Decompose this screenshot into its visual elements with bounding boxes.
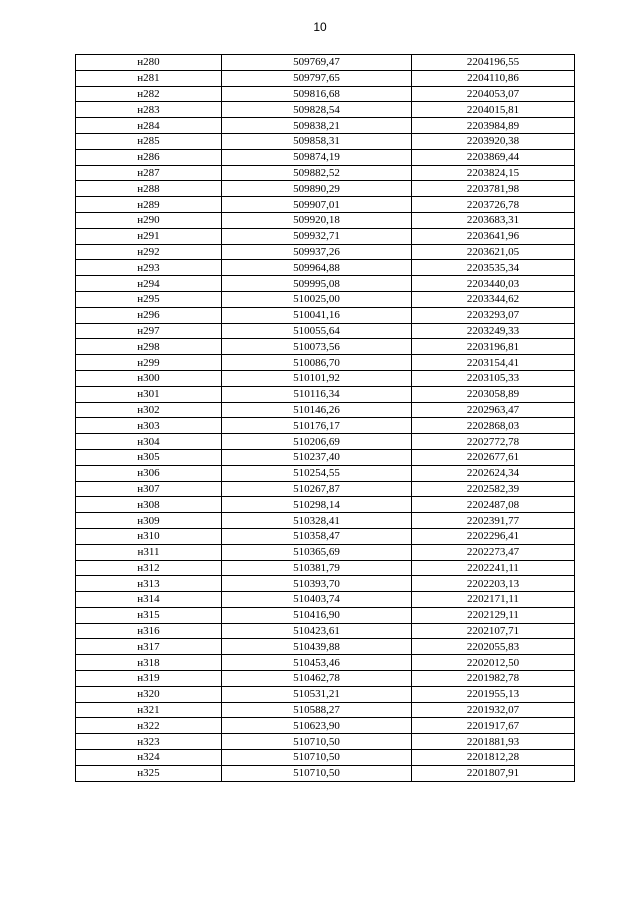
y-coordinate-cell: 2203535,34 (412, 260, 575, 276)
y-coordinate-cell: 2202296,41 (412, 528, 575, 544)
point-id-cell: н294 (76, 276, 222, 292)
point-id-cell: н288 (76, 181, 222, 197)
x-coordinate-cell: 509932,71 (222, 228, 412, 244)
point-id-cell: н289 (76, 197, 222, 213)
point-id-cell: н292 (76, 244, 222, 260)
x-coordinate-cell: 510710,50 (222, 734, 412, 750)
x-coordinate-cell: 510439,88 (222, 639, 412, 655)
table-row (76, 386, 575, 402)
point-id-cell: н305 (76, 449, 222, 465)
y-coordinate-cell: 2203440,03 (412, 276, 575, 292)
x-coordinate-cell: 510267,87 (222, 481, 412, 497)
x-coordinate-cell: 510237,40 (222, 449, 412, 465)
point-id-cell: н309 (76, 513, 222, 529)
point-id-cell: н323 (76, 734, 222, 750)
table-row (76, 465, 575, 481)
x-coordinate-cell: 509874,19 (222, 149, 412, 165)
y-coordinate-cell: 2203984,89 (412, 118, 575, 134)
x-coordinate-cell: 509858,31 (222, 133, 412, 149)
x-coordinate-cell: 510298,14 (222, 497, 412, 513)
point-id-cell: н320 (76, 686, 222, 702)
point-id-cell: н319 (76, 671, 222, 687)
y-coordinate-cell: 2202963,47 (412, 402, 575, 418)
y-coordinate-cell: 2202203,13 (412, 576, 575, 592)
table-row (76, 686, 575, 702)
y-coordinate-cell: 2201881,93 (412, 734, 575, 750)
x-coordinate-cell: 510328,41 (222, 513, 412, 529)
table-row (76, 702, 575, 718)
table-row (76, 623, 575, 639)
point-id-cell: н321 (76, 702, 222, 718)
point-id-cell: н304 (76, 434, 222, 450)
table-row (76, 70, 575, 86)
x-coordinate-cell: 510041,16 (222, 307, 412, 323)
coordinates-table (75, 54, 575, 782)
point-id-cell: н291 (76, 228, 222, 244)
table-row (76, 544, 575, 560)
x-coordinate-cell: 509995,08 (222, 276, 412, 292)
y-coordinate-cell: 2202107,71 (412, 623, 575, 639)
y-coordinate-cell: 2203344,62 (412, 291, 575, 307)
point-id-cell: н287 (76, 165, 222, 181)
y-coordinate-cell: 2203920,38 (412, 133, 575, 149)
coordinates-table-body (76, 55, 575, 782)
point-id-cell: н317 (76, 639, 222, 655)
page-number: 10 (313, 20, 327, 34)
y-coordinate-cell: 2204015,81 (412, 102, 575, 118)
x-coordinate-cell: 510416,90 (222, 607, 412, 623)
table-row (76, 197, 575, 213)
x-coordinate-cell: 509920,18 (222, 212, 412, 228)
table-row (76, 671, 575, 687)
y-coordinate-cell: 2203249,33 (412, 323, 575, 339)
y-coordinate-cell: 2203781,98 (412, 181, 575, 197)
x-coordinate-cell: 510710,50 (222, 765, 412, 781)
point-id-cell: н283 (76, 102, 222, 118)
table-row (76, 418, 575, 434)
point-id-cell: н325 (76, 765, 222, 781)
x-coordinate-cell: 509907,01 (222, 197, 412, 213)
x-coordinate-cell: 510710,50 (222, 750, 412, 766)
y-coordinate-cell: 2203824,15 (412, 165, 575, 181)
y-coordinate-cell: 2202055,83 (412, 639, 575, 655)
x-coordinate-cell: 510462,78 (222, 671, 412, 687)
y-coordinate-cell: 2203641,96 (412, 228, 575, 244)
y-coordinate-cell: 2203869,44 (412, 149, 575, 165)
y-coordinate-cell: 2203196,81 (412, 339, 575, 355)
y-coordinate-cell: 2201932,07 (412, 702, 575, 718)
table-row (76, 402, 575, 418)
y-coordinate-cell: 2202772,78 (412, 434, 575, 450)
table-row (76, 118, 575, 134)
point-id-cell: н295 (76, 291, 222, 307)
table-row (76, 212, 575, 228)
table-row (76, 133, 575, 149)
table-row (76, 497, 575, 513)
point-id-cell: н280 (76, 55, 222, 71)
x-coordinate-cell: 510623,90 (222, 718, 412, 734)
x-coordinate-cell: 509797,65 (222, 70, 412, 86)
point-id-cell: н310 (76, 528, 222, 544)
y-coordinate-cell: 2201807,91 (412, 765, 575, 781)
table-row (76, 165, 575, 181)
point-id-cell: н318 (76, 655, 222, 671)
table-row (76, 481, 575, 497)
x-coordinate-cell: 510381,79 (222, 560, 412, 576)
y-coordinate-cell: 2202241,11 (412, 560, 575, 576)
y-coordinate-cell: 2203683,31 (412, 212, 575, 228)
y-coordinate-cell: 2201982,78 (412, 671, 575, 687)
y-coordinate-cell: 2203726,78 (412, 197, 575, 213)
point-id-cell: н293 (76, 260, 222, 276)
point-id-cell: н281 (76, 70, 222, 86)
table-row (76, 639, 575, 655)
table-row (76, 307, 575, 323)
x-coordinate-cell: 510588,27 (222, 702, 412, 718)
table-row (76, 560, 575, 576)
y-coordinate-cell: 2202624,34 (412, 465, 575, 481)
point-id-cell: н316 (76, 623, 222, 639)
y-coordinate-cell: 2203058,89 (412, 386, 575, 402)
y-coordinate-cell: 2203621,05 (412, 244, 575, 260)
table-row (76, 86, 575, 102)
y-coordinate-cell: 2203154,41 (412, 355, 575, 371)
point-id-cell: н286 (76, 149, 222, 165)
table-row (76, 260, 575, 276)
x-coordinate-cell: 510358,47 (222, 528, 412, 544)
x-coordinate-cell: 510086,70 (222, 355, 412, 371)
y-coordinate-cell: 2202677,61 (412, 449, 575, 465)
point-id-cell: н301 (76, 386, 222, 402)
point-id-cell: н311 (76, 544, 222, 560)
point-id-cell: н302 (76, 402, 222, 418)
point-id-cell: н303 (76, 418, 222, 434)
y-coordinate-cell: 2201812,28 (412, 750, 575, 766)
table-row (76, 355, 575, 371)
x-coordinate-cell: 509937,26 (222, 244, 412, 260)
y-coordinate-cell: 2202582,39 (412, 481, 575, 497)
x-coordinate-cell: 510206,69 (222, 434, 412, 450)
table-row (76, 102, 575, 118)
table-row (76, 339, 575, 355)
x-coordinate-cell: 509964,88 (222, 260, 412, 276)
table-row (76, 765, 575, 781)
x-coordinate-cell: 510393,70 (222, 576, 412, 592)
table-row (76, 592, 575, 608)
point-id-cell: н290 (76, 212, 222, 228)
y-coordinate-cell: 2202171,11 (412, 592, 575, 608)
table-row (76, 734, 575, 750)
y-coordinate-cell: 2202129,11 (412, 607, 575, 623)
table-row (76, 149, 575, 165)
table-row (76, 434, 575, 450)
point-id-cell: н324 (76, 750, 222, 766)
table-row (76, 291, 575, 307)
x-coordinate-cell: 510146,26 (222, 402, 412, 418)
x-coordinate-cell: 510531,21 (222, 686, 412, 702)
table-row (76, 576, 575, 592)
point-id-cell: н300 (76, 370, 222, 386)
point-id-cell: н308 (76, 497, 222, 513)
point-id-cell: н285 (76, 133, 222, 149)
x-coordinate-cell: 510176,17 (222, 418, 412, 434)
x-coordinate-cell: 510073,56 (222, 339, 412, 355)
y-coordinate-cell: 2203105,33 (412, 370, 575, 386)
table-row (76, 528, 575, 544)
point-id-cell: н299 (76, 355, 222, 371)
x-coordinate-cell: 510403,74 (222, 592, 412, 608)
x-coordinate-cell: 509769,47 (222, 55, 412, 71)
point-id-cell: н306 (76, 465, 222, 481)
table-row (76, 228, 575, 244)
x-coordinate-cell: 510101,92 (222, 370, 412, 386)
point-id-cell: н284 (76, 118, 222, 134)
y-coordinate-cell: 2202273,47 (412, 544, 575, 560)
x-coordinate-cell: 509828,54 (222, 102, 412, 118)
table-row (76, 750, 575, 766)
x-coordinate-cell: 510453,46 (222, 655, 412, 671)
table-row (76, 276, 575, 292)
y-coordinate-cell: 2204110,86 (412, 70, 575, 86)
point-id-cell: н314 (76, 592, 222, 608)
x-coordinate-cell: 510254,55 (222, 465, 412, 481)
point-id-cell: н315 (76, 607, 222, 623)
point-id-cell: н298 (76, 339, 222, 355)
y-coordinate-cell: 2203293,07 (412, 307, 575, 323)
table-row (76, 718, 575, 734)
x-coordinate-cell: 510116,34 (222, 386, 412, 402)
x-coordinate-cell: 509816,68 (222, 86, 412, 102)
table-row (76, 181, 575, 197)
point-id-cell: н322 (76, 718, 222, 734)
point-id-cell: н296 (76, 307, 222, 323)
table-row (76, 370, 575, 386)
point-id-cell: н282 (76, 86, 222, 102)
y-coordinate-cell: 2201917,67 (412, 718, 575, 734)
point-id-cell: н297 (76, 323, 222, 339)
table-row (76, 55, 575, 71)
table-row (76, 323, 575, 339)
y-coordinate-cell: 2202012,50 (412, 655, 575, 671)
table-row (76, 655, 575, 671)
y-coordinate-cell: 2202487,08 (412, 497, 575, 513)
x-coordinate-cell: 510365,69 (222, 544, 412, 560)
x-coordinate-cell: 510025,00 (222, 291, 412, 307)
table-row (76, 607, 575, 623)
x-coordinate-cell: 509890,29 (222, 181, 412, 197)
table-row (76, 244, 575, 260)
point-id-cell: н307 (76, 481, 222, 497)
table-row (76, 449, 575, 465)
y-coordinate-cell: 2202391,77 (412, 513, 575, 529)
y-coordinate-cell: 2204196,55 (412, 55, 575, 71)
x-coordinate-cell: 510423,61 (222, 623, 412, 639)
point-id-cell: н313 (76, 576, 222, 592)
x-coordinate-cell: 509838,21 (222, 118, 412, 134)
x-coordinate-cell: 509882,52 (222, 165, 412, 181)
table-row (76, 513, 575, 529)
point-id-cell: н312 (76, 560, 222, 576)
y-coordinate-cell: 2204053,07 (412, 86, 575, 102)
x-coordinate-cell: 510055,64 (222, 323, 412, 339)
y-coordinate-cell: 2201955,13 (412, 686, 575, 702)
y-coordinate-cell: 2202868,03 (412, 418, 575, 434)
